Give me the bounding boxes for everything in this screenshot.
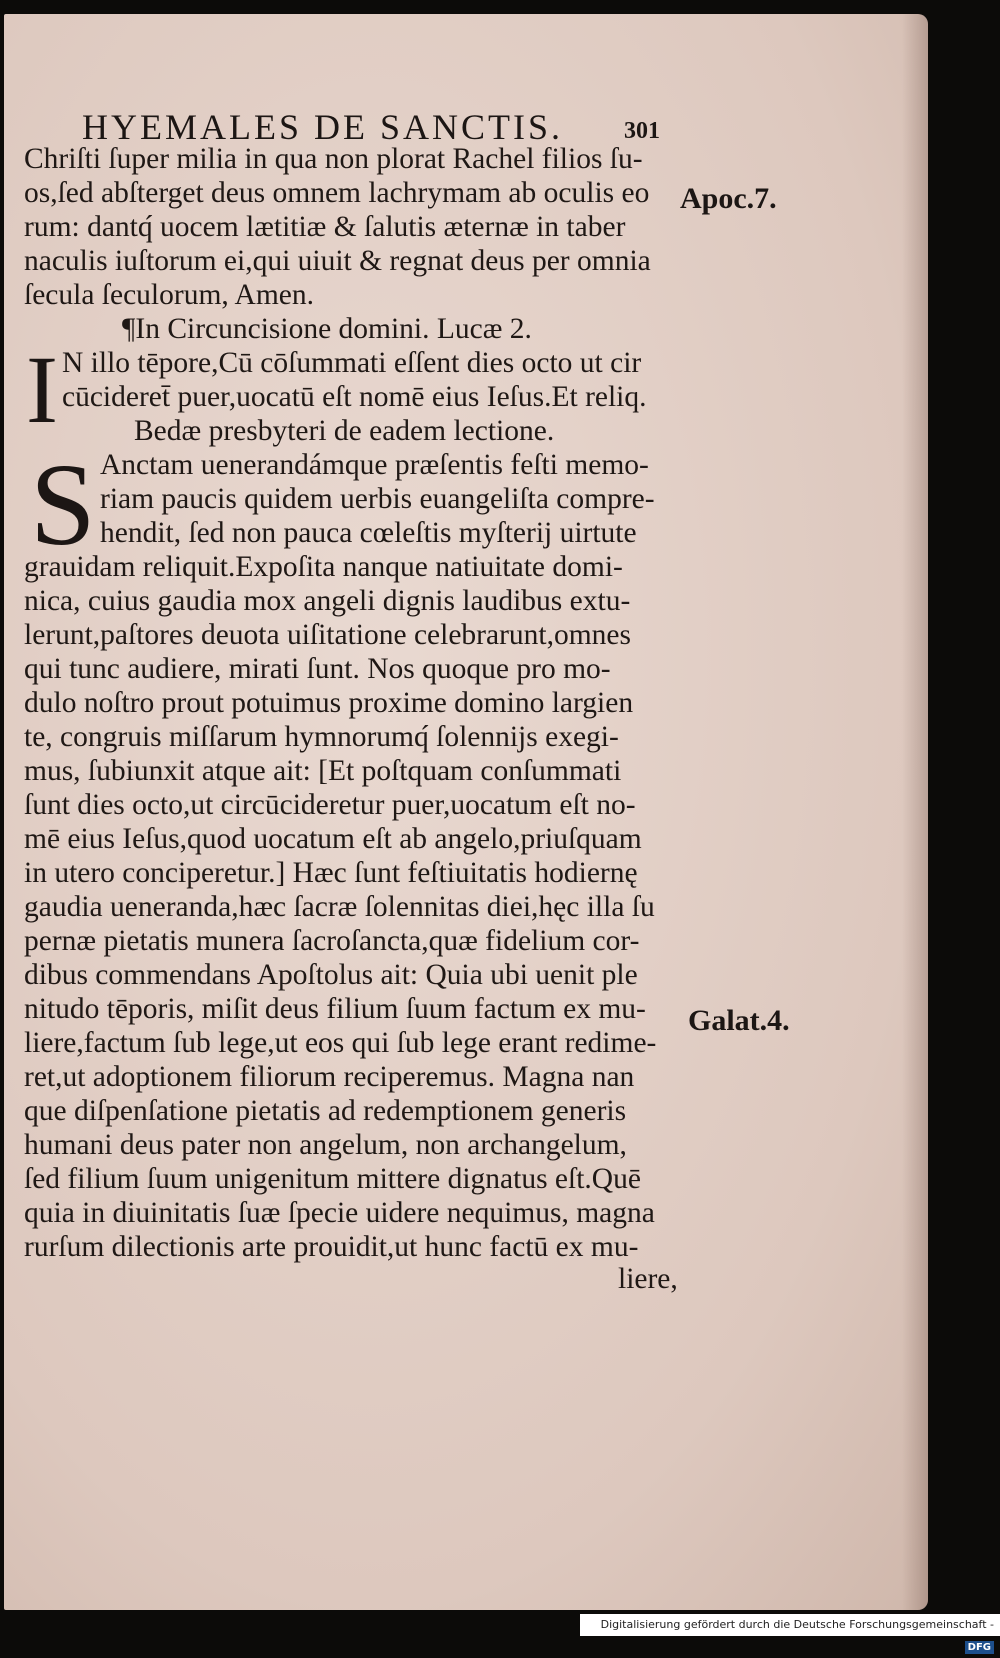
text-line-17: dulo noſtro prout potuimus proxime domino largien	[24, 687, 634, 719]
text-line-12: hendit, ſed non pauca cœleſtis myſterij uirtute	[100, 517, 637, 549]
margin-note-galat: Galat.4.	[688, 1004, 790, 1037]
folio-number: 301	[624, 118, 660, 144]
text-line-23: gaudia ueneranda,hæc ſacræ ſolennitas diei,hęc illa ſu	[24, 891, 655, 923]
text-line-29: que diſpenſatione pietatis ad redemptionem generis	[24, 1095, 627, 1127]
text-line-25: dibus commendans Apoſtolus ait: Quia ubi uenit ple	[24, 959, 638, 991]
text-line-15: lerunt,paſtores deuota uiſitatione celebrarunt,omnes	[24, 619, 631, 651]
text-line-1: Chriſti ſuper milia in qua non plorat Rachel filios ſu-	[24, 143, 643, 175]
text-line-14: nica, cuius gaudia mox angeli dignis laudibus extu-	[24, 585, 631, 617]
text-line-11: riam paucis quidem uerbis euangeliſta compre-	[100, 483, 655, 515]
text-line-28: ret,ut adoptionem filiorum reciperemus. Magna nan	[24, 1061, 635, 1093]
text-line-10: Anctam uenerandámque præſentis feſti memo-	[100, 449, 649, 481]
section-heading: ¶In Circuncisione domini. Lucæ 2.	[122, 313, 532, 345]
dfg-logo: DFG	[965, 1641, 994, 1654]
text-line-2: os,ſed abſterget deus omnem lachrymam ab oculis eo	[24, 177, 650, 209]
book-page	[4, 14, 928, 1610]
text-line-31: ſed filium ſuum unigenitum mittere dignatus eſt.Quē	[24, 1163, 641, 1195]
text-line-27: liere,factum ſub lege,ut eos qui ſub lege erant redime-	[24, 1027, 657, 1059]
text-line-8: cūcideret̄ puer,uocatū eſt nomē eius Ieſus.Et reliq.	[62, 381, 647, 413]
margin-note-apoc: Apoc.7.	[680, 182, 777, 215]
text-line-32: quia in diuinitatis ſuæ ſpecie uidere nequimus, magna	[24, 1197, 655, 1229]
digitization-credit	[580, 1614, 1000, 1653]
text-line-22: in utero conciperetur.] Hæc ſunt feſtiuitatis hodiernę	[24, 857, 638, 889]
text-line-16: qui tunc audiere, mirati ſunt. Nos quoque pro mo-	[24, 653, 611, 685]
text-line-18: te, congruis miſſarum hymnorumq́ ſolennijs exegi-	[24, 721, 619, 753]
text-line-33: rurſum dilectionis arte prouidit,ut hunc factū ex mu-	[24, 1231, 639, 1263]
text-line-3: rum: dantq́ uocem lætitiæ & ſalutis æternæ in taber	[24, 211, 626, 243]
subheading-beda: Bedæ presbyteri de eadem lectione.	[134, 415, 555, 447]
text-line-20: ſunt dies octo,ut circūcideretur puer,uocatum eſt no-	[24, 789, 636, 821]
text-line-4: naculis iuſtorum ei,qui uiuit & regnat deus per omnia	[24, 245, 651, 277]
text-line-13: grauidam reliquit.Expoſita nanque natiuitate domi-	[24, 551, 623, 583]
catchword: liere,	[618, 1263, 678, 1295]
text-line-24: pernæ pietatis munera ſacroſancta,quæ fidelium cor-	[24, 925, 640, 957]
text-line-7: N illo tēpore,Cū cōſummati eſſent dies octo ut cir	[62, 347, 642, 379]
text-line-19: mus, ſubiunxit atque ait: [Et poſtquam conſummati	[24, 755, 622, 787]
text-line-5: ſecula ſeculorum, Amen.	[24, 279, 314, 311]
page-edge-shadow	[902, 14, 928, 1610]
dropcap-i: I	[26, 336, 58, 443]
running-title: HYEMALES DE SANCTIS.	[82, 107, 564, 147]
dropcap-s: S	[30, 439, 96, 570]
text-line-21: mē eius Ieſus,quod uocatum eſt ab angelo,priuſquam	[24, 823, 642, 855]
text-line-26: nitudo tēporis, miſit deus filium ſuum factum ex mu-	[24, 993, 646, 1025]
text-line-30: humani deus pater non angelum, non archangelum,	[24, 1129, 627, 1161]
credit-text: Digitalisierung gefördert durch die Deutsche Forschungsgemeinschaft -	[600, 1618, 994, 1631]
